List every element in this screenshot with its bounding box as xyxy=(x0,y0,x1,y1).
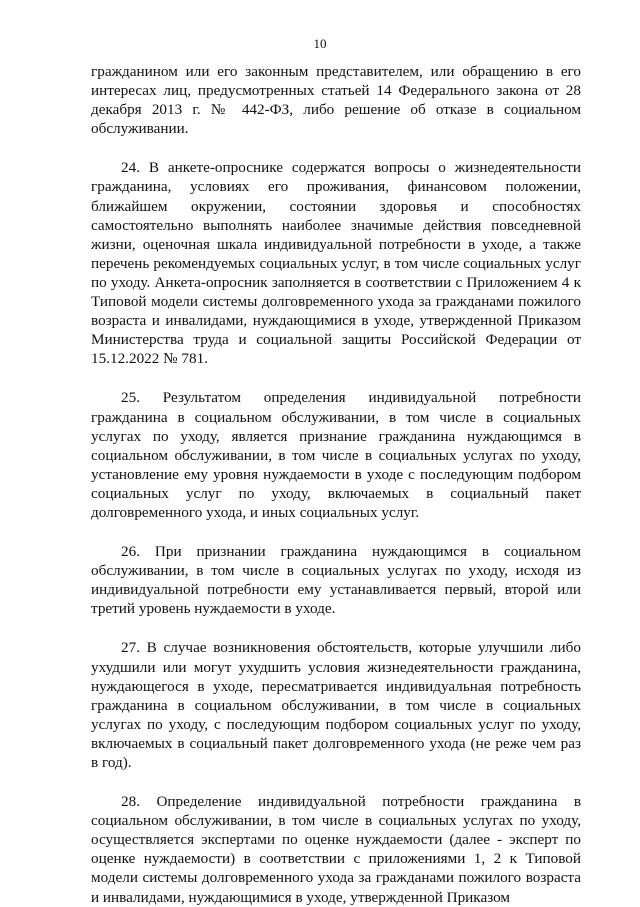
paragraph-25: 25. Результатом определения индивидуальной потребности гражданина в социальном обслуживании, в том числе в социальных услугах по уходу, является признание гражданина нуждающимся в социальном обслуживании, в том числе в социальных услугах по уходу, установление ему уровня нуждаемости в уходе с последующим подбором социальных услуг по уходу, включаемых в социальный пакет долговременного ухода, и иных социальных услуг. xyxy=(91,389,581,521)
paragraph-24: 24. В анкете-опроснике содержатся вопросы о жизнедеятельности гражданина, условиях его проживания, финансовом положении, ближайшем окружении, состоянии здоровья и способностях самостоятельно выполнять наиболее значимые действия повседневной жизни, оценочная шкала индивидуальной потребности в уходе, а также перечень рекомендуемых социальных услуг, в том числе социальных услуг по уходу. Анкета-опросник заполняется в соответствии с Приложением 4 к Типовой модели системы долговременного ухода за гражданами пожилого возраста и инвалидами, нуждающимися в уходе, утвержденной Приказом Министерства труда и социальной защиты Российской Федерации от 15.12.2022 № 781. xyxy=(91,159,581,368)
document-body xyxy=(91,62,581,907)
page-number: 10 xyxy=(313,36,327,51)
paragraph-27: 27. В случае возникновения обстоятельств, которые улучшили либо ухудшили или могут ухудшить условия жизнедеятельности гражданина, нуждающегося в уходе, пересматривается индивидуальная потребность гражданина в социальном обслуживании, в том числе в социальных услугах по уходу, с последующим подбором социальных услуг по уходу, включаемых в социальный пакет долговременного ухода (не реже чем раз в год). xyxy=(91,639,581,771)
paragraph-26: 26. При признании гражданина нуждающимся в социальном обслуживании, в том числе в социальных услугах по уходу, исходя из индивидуальной потребности ему устанавливается первый, второй или третий уровень нуждаемости в уходе. xyxy=(91,543,581,618)
paragraph-28: 28. Определение индивидуальной потребности гражданина в социальном обслуживании, в том числе в социальных услугах по уходу, осуществляется экспертами по оценке нуждаемости (далее - эксперт по оценке нуждаемости) в соответствии с приложениями 1, 2 к Типовой модели системы долговременного ухода за гражданами пожилого возраста и инвалидами, нуждающимися в уходе, утвержденной Приказом xyxy=(91,793,581,906)
paragraph-continuation: гражданином или его законным представителем, или обращению в его интересах лиц, предусмотренных статьей 14 Федерального закона от 28 декабря 2013 г. № 442-ФЗ, либо решение об отказе в социальном обслуживании. xyxy=(91,63,581,138)
